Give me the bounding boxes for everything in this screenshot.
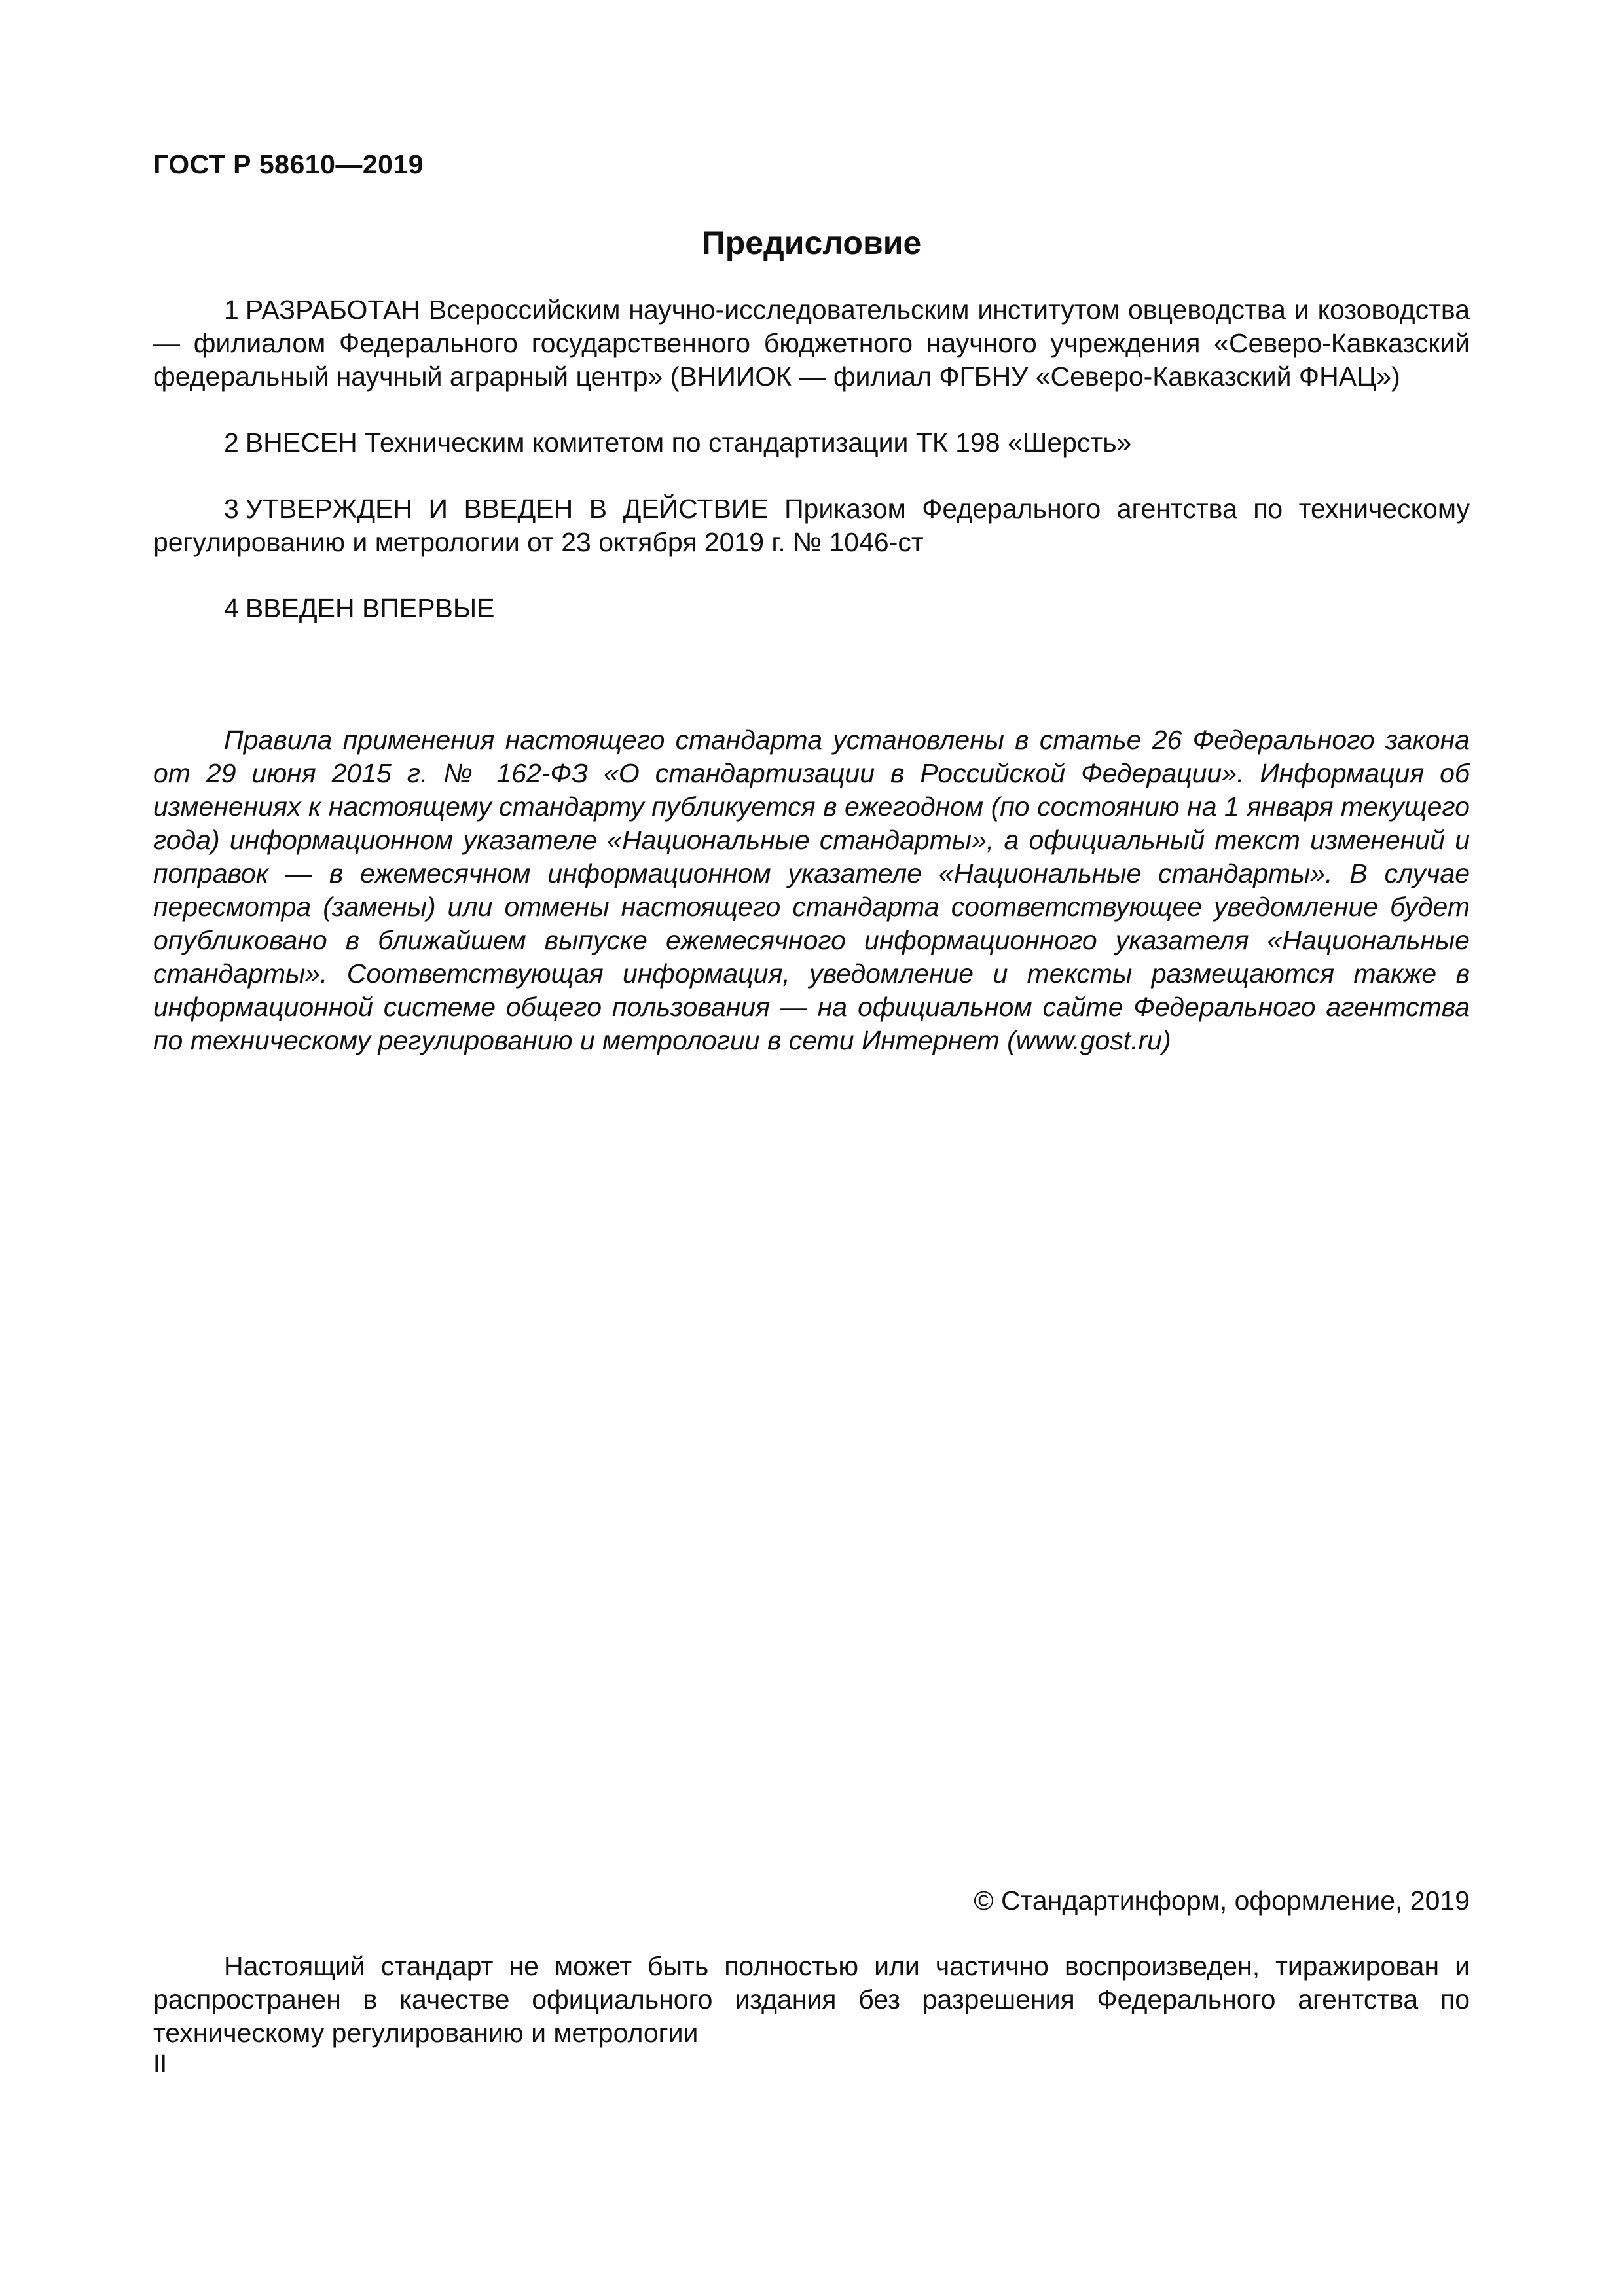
foreword-content	[153, 293, 1470, 1084]
page-title: Предисловие	[701, 225, 922, 261]
page-number: II	[153, 2050, 168, 2078]
item-text: УТВЕРЖДЕН И ВВЕДЕН В ДЕЙСТВИЕ Приказом Федерального агентства по техническому регулированию и метрологии от 23 октября 2019 г. № 1046-ст	[153, 494, 1470, 557]
item-number: 1	[224, 295, 239, 325]
document-code: ГОСТ Р 58610—2019	[153, 149, 424, 179]
foreword-item-3	[153, 492, 1470, 559]
item-text: ВНЕСЕН Техническим комитетом по стандартизации ТК 198 «Шерсть»	[245, 428, 1132, 458]
foreword-item-4	[153, 592, 1470, 625]
item-number: 4	[224, 593, 239, 623]
item-text: РАЗРАБОТАН Всероссийским научно-исследовательским институтом овцеводства и козоводства — филиалом Федерального государственного бюджетного научного учреждения «Северо-Кавказский федеральный научный аграрный центр» (ВНИИОК — филиал ФГБНУ «Северо-Кавказский ФНАЦ»)	[153, 295, 1470, 392]
standard-application-notice: Правила применения настоящего стандарта установлены в статье 26 Федерального закона от 29 июня 2015 г. № 162-ФЗ «О стандартизации в Российской Федерации». Информация об изменениях к настоящему стандарту публикуется в ежегодном (по состоянию на 1 января текущего года) информационном указателе «Национальные стандарты», а официальный текст изменений и поправок — в ежемесячном информационном указателе «Национальные стандарты». В случае пересмотра (замены) или отмены настоящего стандарта соответствующее уведомление будет опубликовано в ближайшем выпуске ежемесячного информационного указателя «Национальные стандарты». Соответствующая информация, уведомление и тексты размещаются также в информационной системе общего пользования — на официальном сайте Федерального агентства по техническому регулированию и метрологии в сети Интернет (www.gost.ru)	[153, 725, 1470, 1055]
foreword-item-1	[153, 293, 1470, 393]
item-number: 3	[224, 494, 239, 524]
copyright-line: © Стандартинформ, оформление, 2019	[974, 1886, 1470, 1916]
reproduction-disclaimer: Настоящий стандарт не может быть полностью или частично воспроизведен, тиражирован и распространен в качестве официального издания без разрешения Федерального агентства по техническому регулированию и метрологии	[153, 1951, 1470, 2048]
item-text: ВВЕДЕН ВПЕРВЫЕ	[245, 593, 495, 623]
foreword-item-2	[153, 426, 1470, 460]
item-number: 2	[224, 428, 239, 458]
